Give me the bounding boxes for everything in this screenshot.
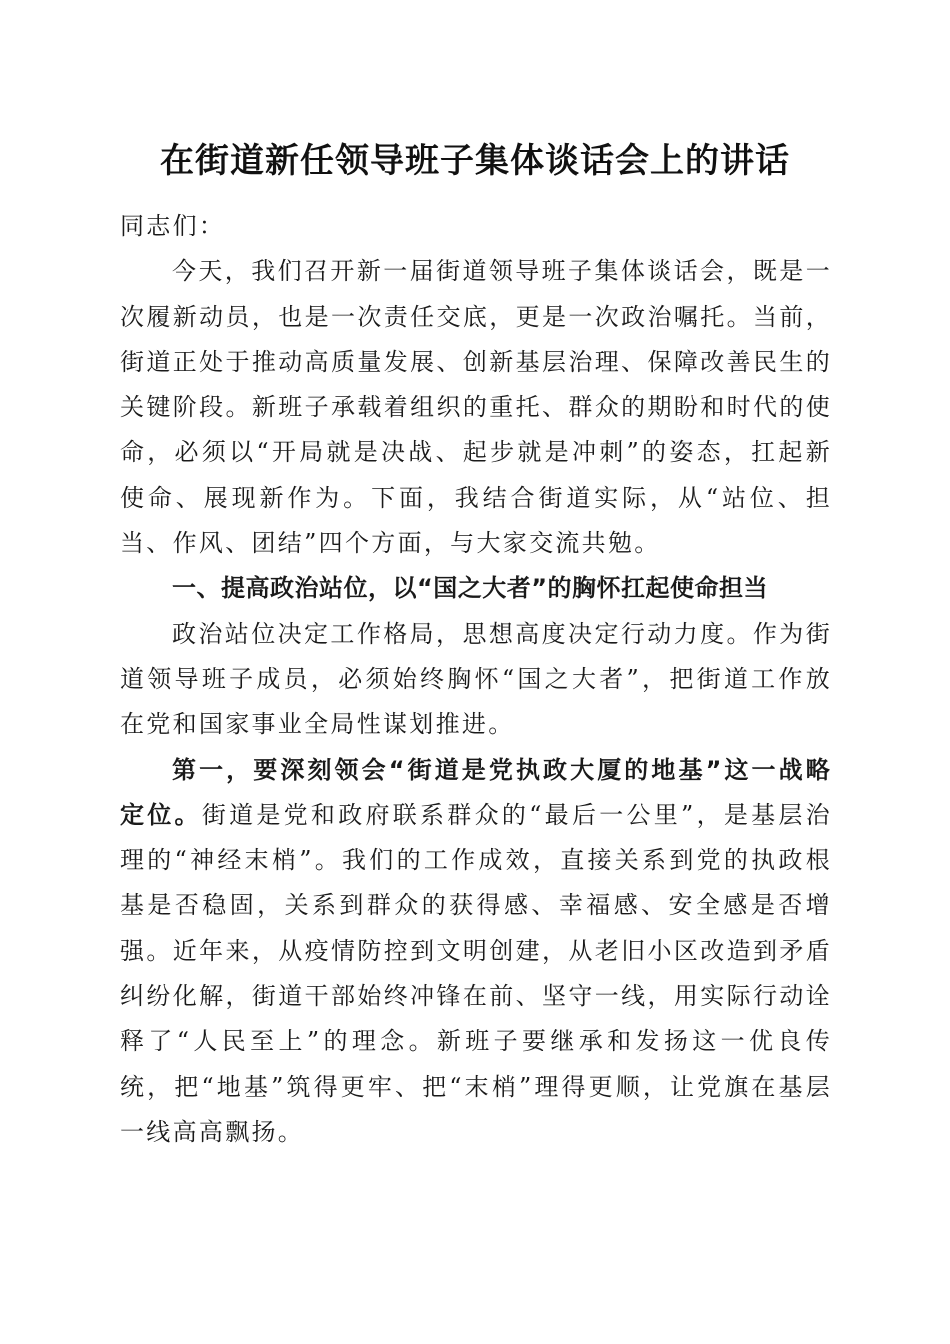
point-1-text: 街道是党和政府联系群众的“最后一公里”，是基层治理的“神经末梢”。我们的工作成效，直接关系到党的执政根基是否稳固，关系到群众的获得感、幸福感、安全感是否增强。近年来，从疫情防控到文明创建，从老旧小区改造到矛盾纠纷化解，街道干部始终冲锋在前、坚守一线，用实际行动诠释了“人民至上”的理念。新班子要继承和发扬这一优良传统，把“地基”筑得更牢、把“末梢”理得更顺，让党旗在基层一线高高飘扬。 <box>120 800 832 1146</box>
document-title: 在街道新任领导班子集体谈话会上的讲话 <box>160 141 790 181</box>
point-1-lead: 第一，要深刻领会“街道是党执政大厦的地基”这一战略定位。 <box>120 755 832 829</box>
section-heading-1: 一、提高政治站位，以“国之大者”的胸怀扛起使命担当 <box>172 574 769 603</box>
salutation: 同志们： <box>120 212 226 240</box>
section-1-point-1 <box>120 748 832 1156</box>
document-body <box>120 204 832 1155</box>
intro-paragraph: 今天，我们召开新一届街道领导班子集体谈话会，既是一次履新动员，也是一次责任交底，更是一次政治嘱托。当前，街道正处于推动高质量发展、创新基层治理、保障改善民生的关键阶段。新班子承载着组织的重托、群众的期盼和时代的使命，必须以“开局就是决战、起步就是冲刺”的姿态，扛起新使命、展现新作为。下面，我结合街道实际，从“站位、担当、作风、团结”四个方面，与大家交流共勉。 <box>120 257 832 558</box>
section-1-paragraph: 政治站位决定工作格局，思想高度决定行动力度。作为街道领导班子成员，必须始终胸怀“国之大者”，把街道工作放在党和国家事业全局性谋划推进。 <box>120 619 832 739</box>
